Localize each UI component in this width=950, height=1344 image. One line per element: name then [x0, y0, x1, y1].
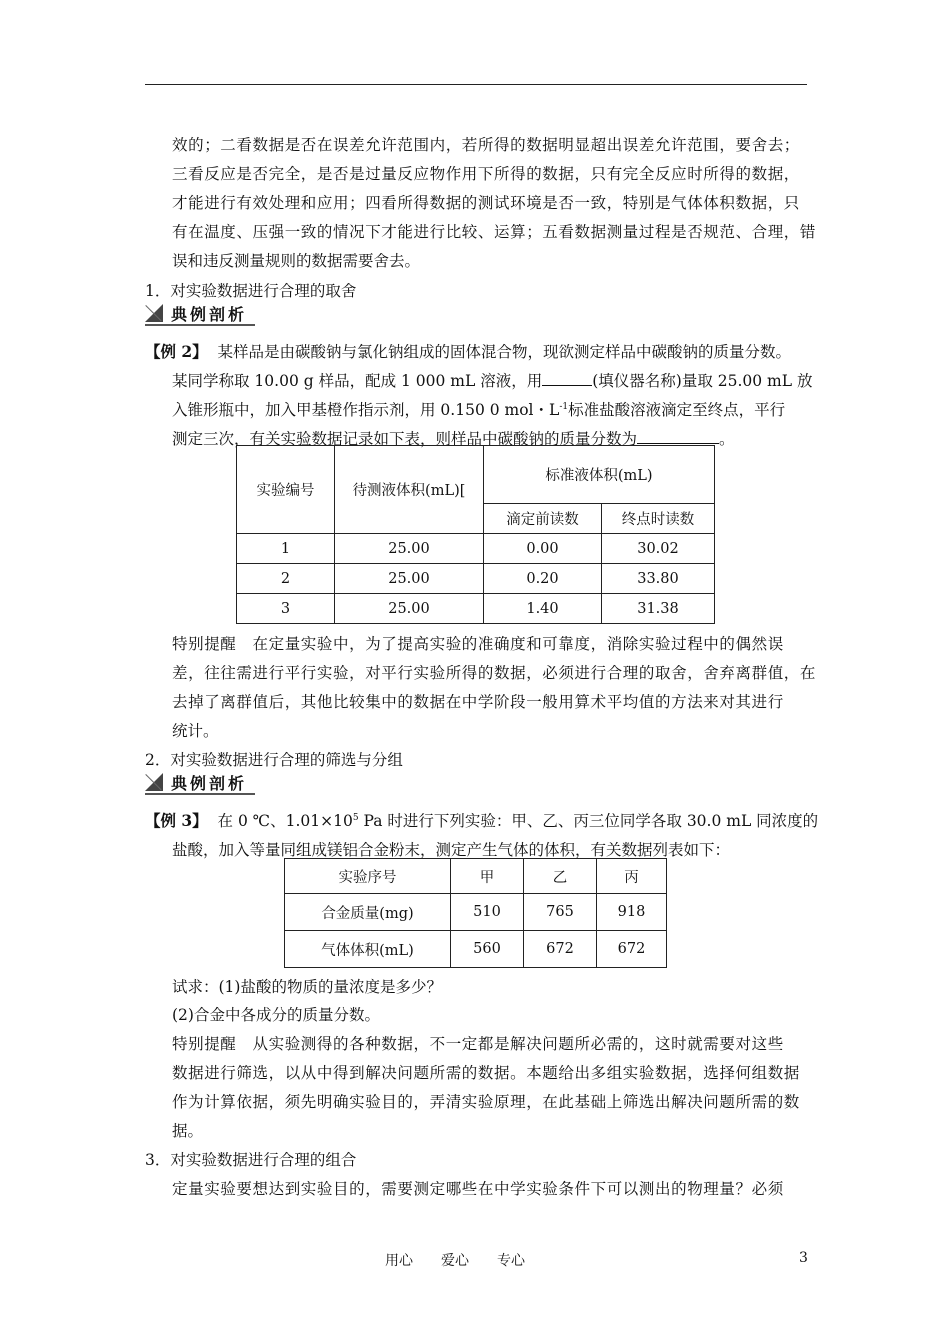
table-row: [285, 894, 667, 931]
section-heading-2: 2．对实验数据进行合理的筛选与分组: [145, 751, 403, 769]
table-cell: 31.38: [602, 594, 715, 624]
tag-underline: [145, 793, 255, 795]
typical-example-tag: [145, 772, 255, 794]
table-cell: 765: [524, 894, 597, 931]
question-line: 试求：(1)盐酸的物质的量浓度是多少？: [172, 978, 442, 996]
tag-label: 典例剖析: [171, 305, 248, 324]
table-header: 丙: [597, 859, 667, 894]
table-row: [285, 931, 667, 968]
paragraph-line: 三看反应是否完全，是否是过量反应物作用下所得的数据，只有完全反应时所得的数据，: [172, 165, 800, 183]
tip-line: 去掉了离群值后，其他比较集中的数据在中学阶段一般用算术平均值的方法来对其进行: [172, 693, 784, 711]
example-2-text: 某样品是由碳酸钠与氯化钠组成的固体混合物，现欲测定样品中碳酸钠的质量分数。: [217, 343, 792, 361]
header-rule: [145, 84, 807, 85]
titration-data-table: [236, 445, 715, 624]
table-cell: 合金质量(mg): [285, 894, 451, 931]
table-cell: 2: [237, 564, 335, 594]
example-2-text: 某同学称取 10.00 g 样品，配成 1 000 mL 溶液，用: [172, 372, 543, 390]
section-heading-3: 3．对实验数据进行合理的组合: [145, 1151, 357, 1169]
table-row: [237, 564, 715, 594]
footer-motto: 用心 爱心 专心: [385, 1253, 525, 1269]
alloy-data-table: [284, 858, 667, 968]
table-header: 滴定前读数: [484, 504, 602, 534]
paragraph-line: 有在温度、压强一致的情况下才能进行比较、运算；五看数据测量过程是否规范、合理，错: [172, 223, 817, 241]
example-2-line-3: [172, 398, 785, 422]
table-cell: 33.80: [602, 564, 715, 594]
table-cell: 3: [237, 594, 335, 624]
example-3-line-1: [145, 809, 818, 833]
tag-underline: [145, 324, 255, 326]
tip-line: 特别提醒 在定量实验中，为了提高实验的准确度和可靠度，消除实验过程中的偶然误: [172, 635, 784, 653]
table-header: 标准液体积(mL): [484, 446, 715, 504]
example-3-text: Pa 时进行下列实验：甲、乙、丙三位同学各取 30.0 mL 同浓度的: [358, 812, 819, 830]
table-header: 待测液体积(mL)[: [335, 446, 484, 534]
paragraph-line: 效的；二看数据是否在误差允许范围内，若所得的数据明显超出误差允许范围，要舍去；: [172, 136, 800, 154]
tip-line: 统计。: [172, 722, 219, 740]
table-cell: 25.00: [335, 564, 484, 594]
typical-example-tag: [145, 303, 255, 325]
exponent: 5: [352, 813, 359, 823]
section-heading-1: 1．对实验数据进行合理的取舍: [145, 282, 357, 300]
table-row: [285, 859, 667, 894]
table-cell: 30.02: [602, 534, 715, 564]
table-cell: 25.00: [335, 594, 484, 624]
paragraph-line: 误和违反测量规则的数据需要舍去。: [172, 252, 421, 270]
page-number: 3: [799, 1250, 808, 1266]
paragraph-line: 定量实验要想达到实验目的，需要测定哪些在中学实验条件下可以测出的物理量？必须: [172, 1180, 784, 1198]
example-2-text: 标准盐酸溶液滴定至终点，平行: [568, 401, 786, 419]
tag-label: 典例剖析: [171, 774, 248, 793]
table-header: 乙: [524, 859, 597, 894]
table-cell: 0.00: [484, 534, 602, 564]
table-cell: 1: [237, 534, 335, 564]
example-2-text: 入锥形瓶中，加入甲基橙作指示剂，用 0.150 0 mol・L: [172, 401, 560, 419]
table-cell: 0.20: [484, 564, 602, 594]
table-row: [237, 534, 715, 564]
example-2-line-2: [172, 369, 812, 393]
table-cell: 510: [451, 894, 524, 931]
example-2-text: (填仪器名称)量取 25.00 mL 放: [592, 372, 813, 390]
table-cell: 918: [597, 894, 667, 931]
exponent: -1: [559, 402, 569, 412]
example-3-text: 在 0 ℃、1.01×10: [217, 812, 353, 830]
table-header: 实验序号: [285, 859, 451, 894]
tip-line: 特别提醒 从实验测得的各种数据，不一定都是解决问题所必需的，这时就需要对这些: [172, 1035, 784, 1053]
tip-line: 差，往往需进行平行实验，对平行实验所得的数据，必须进行合理的取舍，舍弃离群值，在: [172, 664, 817, 682]
example-2-label: 【例 2】: [145, 342, 208, 361]
table-header: 实验编号: [237, 446, 335, 534]
example-2-text: 测定三次，有关实验数据记录如下表，则样品中碳酸钠的质量分数为: [172, 430, 638, 448]
table-header: 甲: [451, 859, 524, 894]
tip-line: 作为计算依据，须先明确实验目的，弄清实验原理，在此基础上筛选出解决问题所需的数: [172, 1093, 800, 1111]
table-cell: 672: [597, 931, 667, 968]
answer-blank[interactable]: [542, 370, 592, 386]
table-cell: 25.00: [335, 534, 484, 564]
table-cell: 672: [524, 931, 597, 968]
table-cell: 560: [451, 931, 524, 968]
example-3-line-2: 盐酸，加入等量同组成镁铝合金粉末，测定产生气体的体积，有关数据列表如下：: [172, 841, 731, 859]
table-cell: 1.40: [484, 594, 602, 624]
paragraph-line: 才能进行有效处理和应用；四看所得数据的测试环境是否一致，特别是气体体积数据，只: [172, 194, 800, 212]
table-cell: 气体体积(mL): [285, 931, 451, 968]
question-line: (2)合金中各成分的质量分数。: [172, 1006, 380, 1024]
table-row: [237, 594, 715, 624]
example-2-text: 。: [719, 430, 735, 448]
answer-blank[interactable]: [637, 428, 719, 444]
table-header: 终点时读数: [602, 504, 715, 534]
tip-line: 据。: [172, 1122, 204, 1140]
tip-line: 数据进行筛选，以从中得到解决问题所需的数据。本题给出多组实验数据，选择何组数据: [172, 1064, 800, 1082]
example-3-label: 【例 3】: [145, 811, 208, 830]
example-2-line-1: [145, 340, 791, 364]
